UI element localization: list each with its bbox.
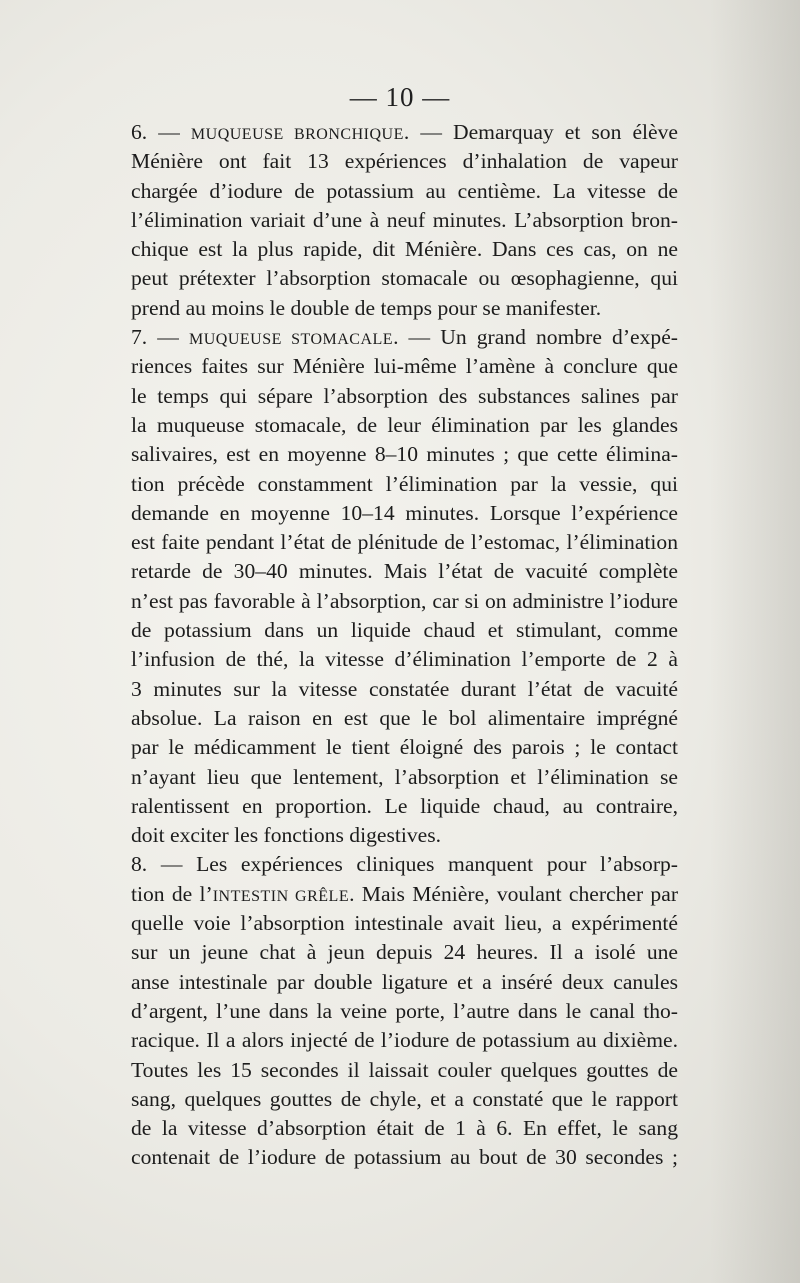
text-run: par le médicamment le tient éloigné des parois ; le contact (131, 735, 678, 760)
text-line (131, 645, 678, 674)
text-line (131, 675, 678, 704)
text-run: 6. — (131, 120, 191, 144)
text-line (131, 1085, 678, 1114)
text-run: 8. — Les expériences cliniques manquent pour l’absorp- (131, 852, 678, 877)
text-run: quelle voie l’absorption intestinale avait lieu, a expérimenté (131, 911, 678, 936)
text-line (131, 118, 678, 147)
text-line (131, 938, 678, 967)
text-line (131, 177, 678, 206)
text-line (131, 733, 678, 762)
text-run: . — Un grand nombre d’expé- (393, 325, 678, 350)
text-line (131, 821, 678, 850)
text-run: chique est la plus rapide, dit Ménière. Dans ces cas, on ne (131, 237, 678, 262)
text-line (131, 1056, 678, 1085)
text-line (131, 499, 678, 528)
text-run: sur un jeune chat à jeun depuis 24 heures. Il a isolé une (131, 940, 678, 965)
text-run: Ménière ont fait 13 expériences d’inhalation de vapeur (131, 149, 678, 174)
text-run: riences faites sur Ménière lui-même l’amène à conclure que (131, 354, 678, 379)
text-run: de potassium dans un liquide chaud et stimulant, comme (131, 618, 678, 643)
text-run: prend au moins le double de temps pour se manifester. (131, 295, 602, 320)
text-run: chargée d’iodure de potassium au centième. La vitesse de (131, 178, 678, 203)
text-line (131, 968, 678, 997)
text-line (131, 1143, 678, 1172)
text-run: ralentissent en proportion. Le liquide chaud, au contraire, (131, 793, 678, 818)
text-line (131, 909, 678, 938)
text-line (131, 1114, 678, 1143)
text-run: 3 minutes sur la vitesse constatée durant l’état de vacuité (131, 676, 678, 701)
text-run: le temps qui sépare l’absorption des substances salines par (131, 383, 678, 408)
text-line (131, 323, 678, 352)
page-number: — 10 — (349, 82, 451, 112)
text-line (131, 440, 678, 469)
text-run: tion précède constamment l’élimination par la vessie, qui (131, 471, 678, 496)
body-text (131, 118, 678, 1173)
text-run: peut prétexter l’absorption stomacale ou œsophagienne, qui (131, 266, 678, 291)
section-heading-smallcaps: MUQUEUSE STOMACALE (188, 331, 394, 349)
text-line (131, 470, 678, 499)
text-run: n’ayant lieu que lentement, l’absorption et l’élimination se (131, 764, 678, 789)
text-run: anse intestinale par double ligature et a inséré deux canules (131, 969, 678, 994)
text-line (131, 1026, 678, 1055)
text-line (131, 294, 678, 323)
text-line (131, 763, 678, 792)
text-run: n’est pas favorable à l’absorption, car si on administre l’iodure (131, 588, 678, 613)
text-run: sang, quelques gouttes de chyle, et a constaté que le rapport (131, 1086, 678, 1111)
text-line (131, 587, 678, 616)
text-run: d’argent, l’une dans la veine porte, l’autre dans le canal tho- (131, 998, 678, 1023)
text-line (131, 206, 678, 235)
text-run: doit exciter les fonctions digestives. (131, 823, 442, 848)
text-line (131, 411, 678, 440)
text-run: est faite pendant l’état de plénitude de l’estomac, l’élimination (131, 530, 678, 555)
text-line (131, 704, 678, 733)
text-run: salivaires, est en moyenne 8–10 minutes ; que cette élimina- (131, 442, 678, 467)
text-run: Toutes les 15 secondes il laissait couler quelques gouttes de (131, 1057, 678, 1082)
text-line (131, 880, 678, 909)
text-line (131, 792, 678, 821)
text-run: 7. — (131, 325, 189, 350)
text-run: contenait de l’iodure de potassium au bout de 30 secondes ; (131, 1145, 678, 1170)
text-run: absolue. La raison en est que le bol alimentaire imprégné (131, 705, 678, 730)
text-line (131, 616, 678, 645)
text-line (131, 147, 678, 176)
section-heading-smallcaps: MUQUEUSE BRONCHIQUE (190, 126, 404, 143)
text-line (131, 557, 678, 586)
section-heading-smallcaps: INTESTIN GRÊLE (212, 887, 350, 905)
text-run: l’infusion de thé, la vitesse d’élimination l’emporte de 2 à (131, 647, 678, 672)
text-run: retarde de 30–40 minutes. Mais l’état de vacuité complète (131, 559, 678, 584)
text-run: racique. Il a alors injecté de l’iodure de potassium au dixième. (131, 1028, 678, 1053)
text-line (131, 528, 678, 557)
text-run: tion de l’ (131, 881, 213, 906)
text-line (131, 382, 678, 411)
text-run: la muqueuse stomacale, de leur élimination par les glandes (131, 412, 678, 437)
text-run: l’élimination variait d’une à neuf minutes. L’absorption bron- (131, 207, 678, 232)
text-run: . — Demarquay et son élève (403, 120, 678, 144)
text-line (131, 850, 678, 879)
text-line (131, 352, 678, 381)
text-line (131, 235, 678, 264)
text-run: . Mais Ménière, voulant chercher par (349, 881, 679, 906)
text-run: de la vitesse d’absorption était de 1 à 6. En effet, le sang (131, 1116, 678, 1141)
text-line (131, 264, 678, 293)
text-line (131, 997, 678, 1026)
text-run: demande en moyenne 10–14 minutes. Lorsque l’expérience (131, 500, 678, 525)
